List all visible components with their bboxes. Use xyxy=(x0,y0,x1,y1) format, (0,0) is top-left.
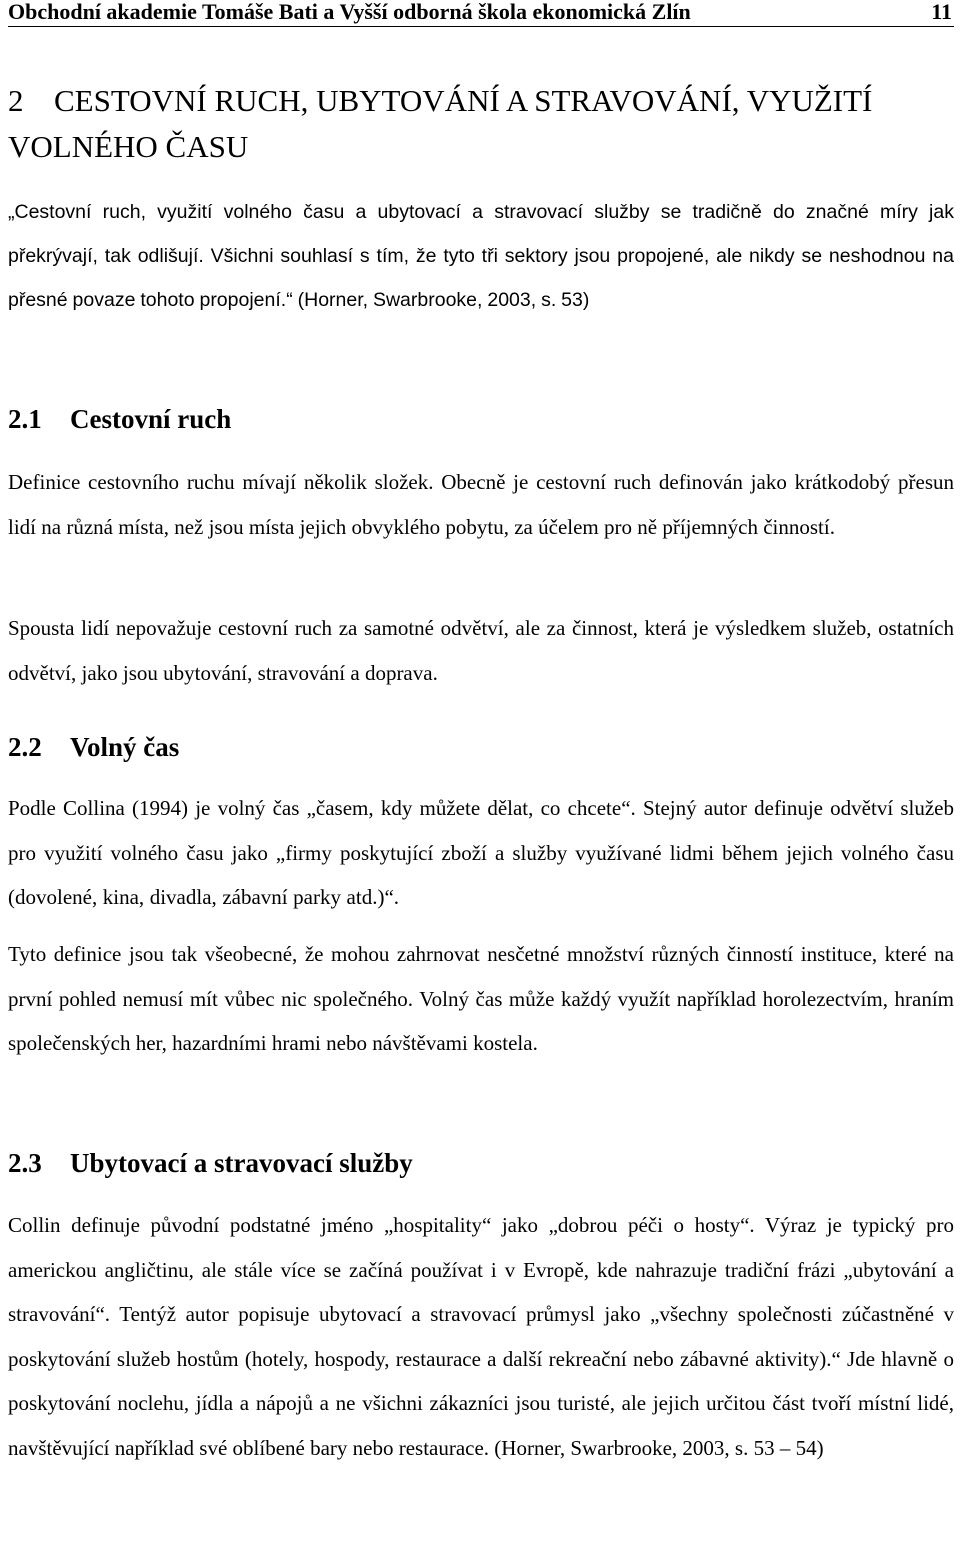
chapter-title: CESTOVNÍ RUCH, UBYTOVÁNÍ A STRAVOVÁNÍ, VYUŽITÍ VOLNÉHO ČASU xyxy=(8,83,873,164)
section-2-2-paragraph-1: Podle Collina (1994) je volný čas „časem, kdy můžete dělat, co chcete“. Stejný autor definuje odvětví služeb pro využití volného času jako „firmy poskytující zboží a služby využívané lidmi během jejich volného času (dovolené, kina, divadla, zábavní parky atd.)“. xyxy=(8,796,954,909)
page-number: 11 xyxy=(931,0,952,24)
section-title: Ubytovací a stravovací služby xyxy=(70,1148,413,1178)
institution-name: Obchodní akademie Tomáše Bati a Vyšší odborná škola ekonomická Zlín xyxy=(8,0,691,24)
section-2-1-paragraph-1: Definice cestovního ruchu mívají několik složek. Obecně je cestovní ruch definován jako krátkodobý přesun lidí na různá místa, než jsou místa jejich obvyklého pobytu, za účelem pro ně příjemných činností. xyxy=(8,470,954,539)
section-2-3-paragraph-1: Collin definuje původní podstatné jméno „hospitality“ jako „dobrou péči o hosty“. Výraz je typický pro americkou angličtinu, ale stále více se začíná používat i v Evropě, kde nahrazuje tradiční frázi „ubytování a stravování“. Tentýž autor popisuje ubytovací a stravovací průmysl jako „všechny společnosti zúčastněné v poskytování služeb hostům (hotely, hospody, restaurace a další rekreační nebo zábavné aktivity).“ Jde hlavně o poskytování noclehu, jídla a nápojů a ne všichni zákazníci jsou turisté, ale jejich určitou část tvoří místní lidé, navštěvující například své oblíbené bary nebo restaurace. (Horner, Swarbrooke, 2003, s. 53 – 54) xyxy=(8,1213,954,1460)
chapter-intro-quote: „Cestovní ruch, využití volného času a ubytovací a stravovací služby se tradičně do značné míry jak překrývají, tak odlišují. Všichni souhlasí s tím, že tyto tři sektory jsou propojené, ale nikdy se neshodnou na přesné povaze tohoto propojení.“ (Horner, Swarbrooke, 2003, s. 53) xyxy=(8,201,954,311)
running-header xyxy=(8,0,954,27)
document-page xyxy=(8,0,954,1552)
chapter-number: 2 xyxy=(8,83,24,118)
section-number: 2.1 xyxy=(8,404,42,434)
section-number: 2.2 xyxy=(8,732,42,762)
section-heading-2-2 xyxy=(8,731,954,763)
section-number: 2.3 xyxy=(8,1148,42,1178)
section-heading-2-3 xyxy=(8,1147,954,1179)
section-2-1-paragraph-2: Spousta lidí nepovažuje cestovní ruch za samotné odvětví, ale za činnost, která je výsledkem služeb, ostatních odvětví, jako jsou ubytování, stravování a doprava. xyxy=(8,616,954,685)
section-title: Volný čas xyxy=(70,732,180,762)
chapter-heading xyxy=(8,78,954,170)
section-2-2-paragraph-2: Tyto definice jsou tak všeobecné, že mohou zahrnovat nesčetné množství různých činností instituce, které na první pohled nemusí mít vůbec nic společného. Volný čas může každý využít například horolezectvím, hraním společenských her, hazardními hrami nebo návštěvami kostela. xyxy=(8,942,954,1055)
section-heading-2-1 xyxy=(8,403,954,435)
section-title: Cestovní ruch xyxy=(70,404,232,434)
